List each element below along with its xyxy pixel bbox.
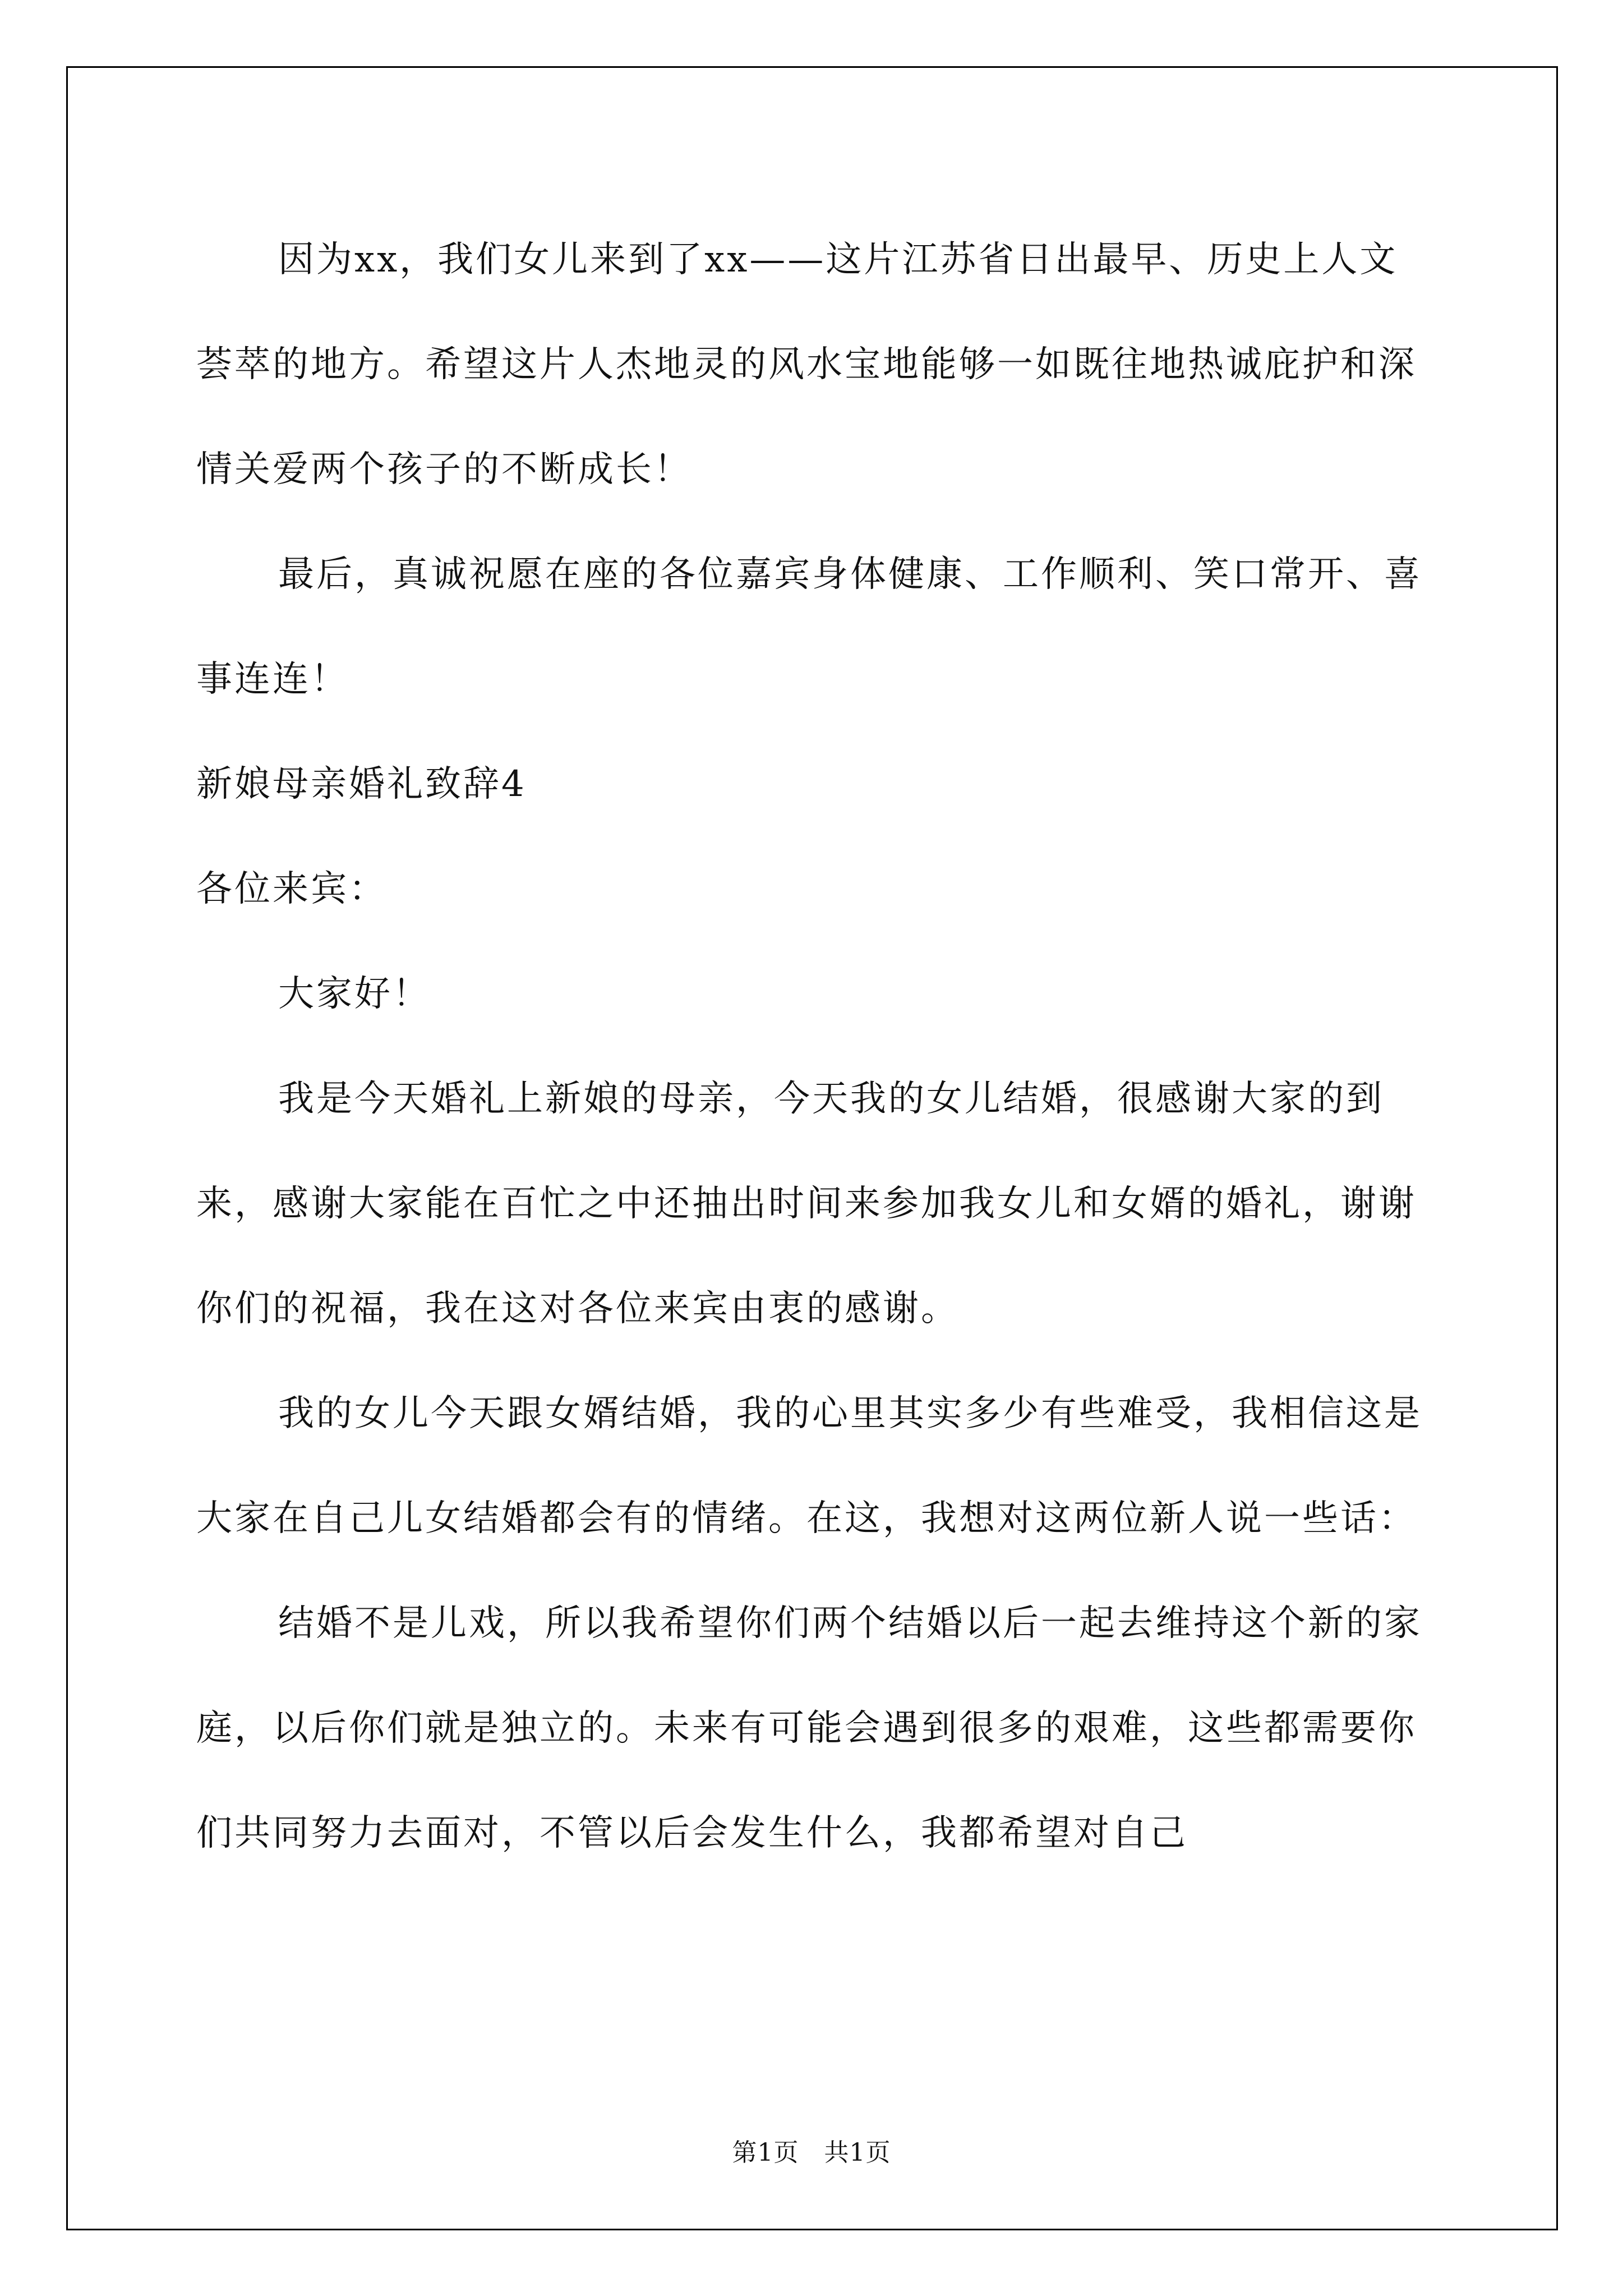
paragraph: 因为xx，我们女儿来到了xx——这片江苏省日出最早、历史上人文荟萃的地方。希望这片人杰地灵的风水宝地能够一如既往地热诚庇护和深情关爱两个孩子的不断成长！ <box>196 239 1417 490</box>
document-body <box>196 208 1430 1886</box>
paragraph: 我是今天婚礼上新娘的母亲，今天我的女儿结婚，很感谢大家的到来，感谢大家能在百忙之中还抽出时间来参加我女儿和女婿的婚礼，谢谢你们的祝福，我在这对各位来宾由衷的感谢。 <box>196 1078 1417 1329</box>
section-heading: 新娘母亲婚礼致辞4 <box>196 763 527 805</box>
salutation: 各位来宾： <box>196 868 387 910</box>
greeting: 大家好！ <box>278 973 431 1015</box>
paragraph: 我的女儿今天跟女婿结婚，我的心里其实多少有些难受，我相信这是大家在自己儿女结婚都会有的情绪。在这，我想对这两位新人说一些话： <box>196 1393 1422 1539</box>
page-number: 第1页 共1页 <box>732 2138 891 2167</box>
paragraph: 结婚不是儿戏，所以我希望你们两个结婚以后一起去维持这个新的家庭，以后你们就是独立的。未来有可能会遇到很多的艰难，这些都需要你们共同努力去面对，不管以后会发生什么，我都希望对自己 <box>196 1603 1422 1854</box>
paragraph: 最后，真诚祝愿在座的各位嘉宾身体健康、工作顺利、笑口常开、喜事连连！ <box>196 554 1422 700</box>
